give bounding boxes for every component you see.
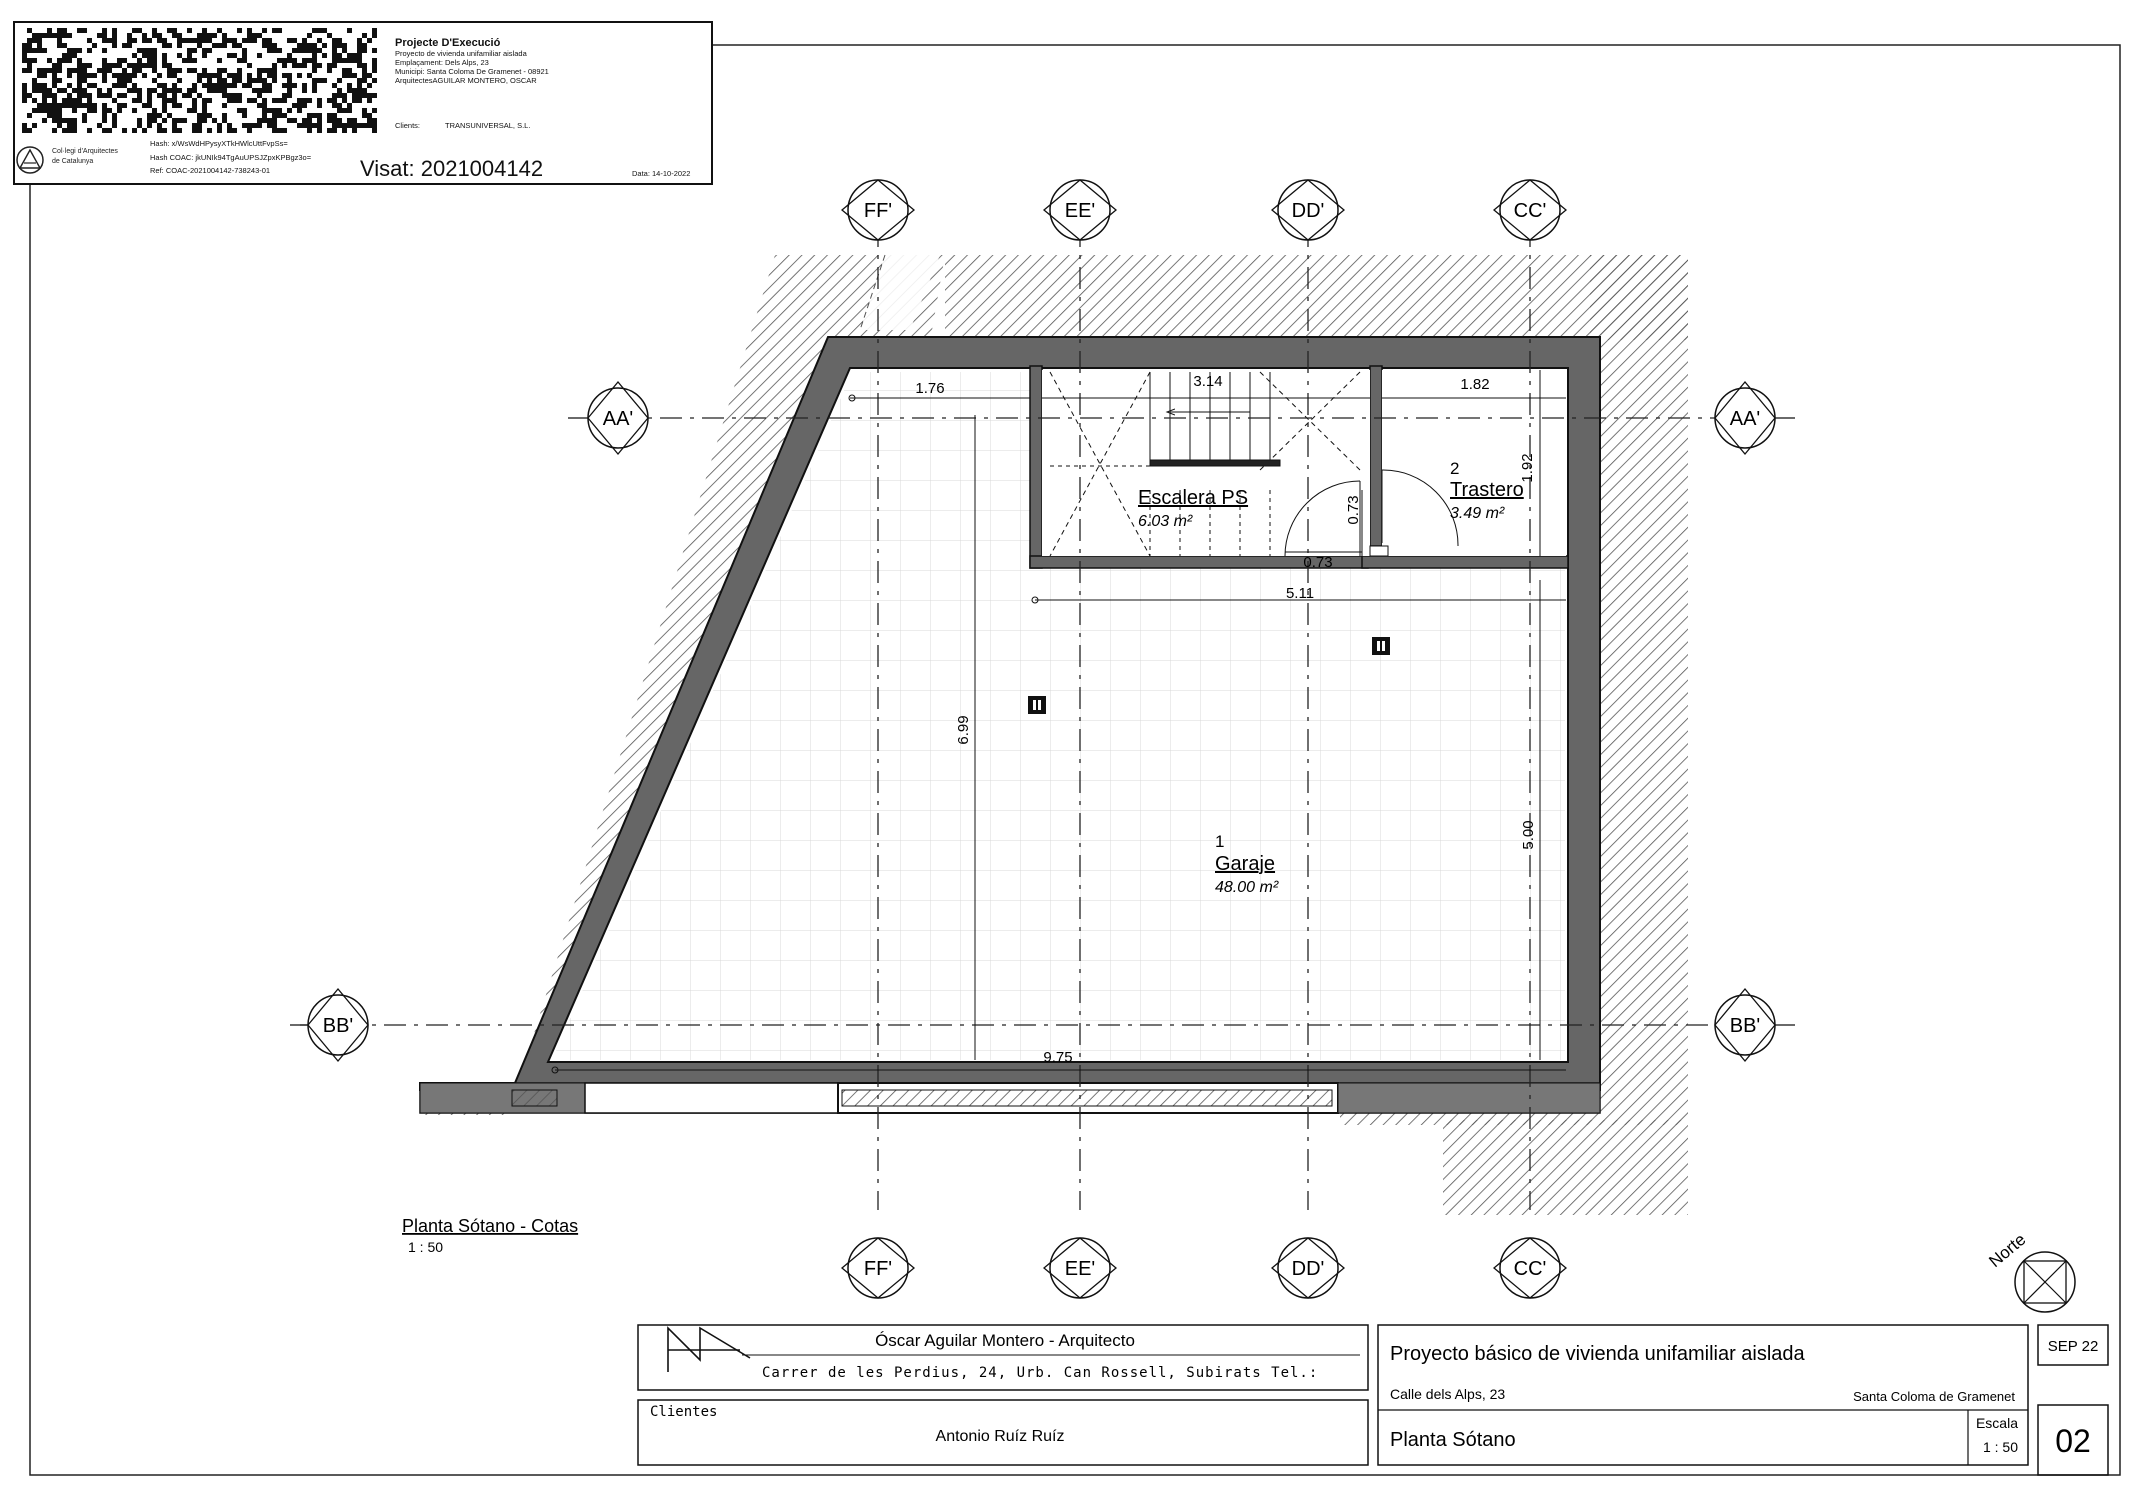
sheet-title: Planta Sótano xyxy=(1390,1429,1516,1451)
svg-text:AA': AA' xyxy=(1729,408,1761,430)
svg-text:EE': EE' xyxy=(1064,1258,1096,1280)
svg-text:Garaje: Garaje xyxy=(1215,853,1276,875)
svg-text:Escalera PS: Escalera PS xyxy=(1138,487,1249,509)
section-marker-right-bb xyxy=(1715,989,1795,1061)
dim-5-11: 5.11 xyxy=(1285,585,1315,602)
svg-text:FF': FF' xyxy=(863,1258,893,1280)
svg-text:48.00 m²: 48.00 m² xyxy=(1215,879,1279,896)
scale-label: Escala xyxy=(1975,1415,2018,1431)
dim-9-75: 9.75 xyxy=(1043,1049,1073,1066)
svg-text:FF': FF' xyxy=(863,200,893,222)
section-marker-right-aa xyxy=(1715,382,1795,454)
stamp-ref: Ref: COAC-2021004142-738243-01 xyxy=(150,166,271,175)
north-arrow-icon xyxy=(2015,1252,2075,1312)
project-date: SEP 22 xyxy=(2047,1338,2099,1355)
svg-text:DD': DD' xyxy=(1291,200,1325,222)
stamp-title: Projecte D'Execució xyxy=(395,37,501,49)
section-marker-bottom-ee xyxy=(1044,1238,1116,1298)
section-marker-left-bb xyxy=(290,989,368,1061)
stamp-hash: Hash: x/WsWdHPysyXTkHWlcUttFvpSs= xyxy=(150,139,288,148)
clients-value: Antonio Ruíz Ruíz xyxy=(935,1428,1065,1445)
stamp-line4: ArquitectesAGUILAR MONTERO, OSCAR xyxy=(395,76,537,85)
visa-stamp xyxy=(14,22,712,184)
section-marker-bottom-dd xyxy=(1272,1238,1344,1298)
stamp-line3: Municipi: Santa Coloma De Gramenet - 08921 xyxy=(395,67,549,76)
svg-text:AA': AA' xyxy=(602,408,634,430)
dim-1-82: 1.82 xyxy=(1460,376,1490,393)
dim-5-00: 5.00 xyxy=(1520,820,1537,850)
plan-scale: 1 : 50 xyxy=(408,1239,444,1255)
dim-3-14: 3.14 xyxy=(1193,373,1223,390)
north-label: Norte xyxy=(1985,1229,2030,1272)
stamp-hash-coac: Hash COAC: jkUNIk94TgAuUPSJZpxKPBgz3o= xyxy=(150,153,312,162)
stamp-clients-value: TRANSUNIVERSAL, S.L. xyxy=(445,121,531,130)
section-marker-top-dd xyxy=(1272,180,1344,240)
stamp-line1: Proyecto de vivienda unifamiliar aislada xyxy=(395,49,527,58)
architect-address: Carrer de les Perdius, 24, Urb. Can Rossell, Subirats Tel.: xyxy=(762,1365,1319,1381)
section-marker-left-aa xyxy=(568,382,648,454)
sheet-number: 02 xyxy=(2055,1423,2091,1459)
visat-number: Visat: 2021004142 xyxy=(360,156,544,181)
project-street: Calle dels Alps, 23 xyxy=(1390,1386,1506,1402)
dim-6-99: 6.99 xyxy=(955,715,972,745)
dim-1-76: 1.76 xyxy=(915,380,945,397)
architect-logo xyxy=(668,1328,750,1372)
project-title: Proyecto básico de vivienda unifamiliar aislada xyxy=(1390,1343,1805,1365)
svg-text:6.03 m²: 6.03 m² xyxy=(1138,513,1193,530)
dim-1-92: 1.92 xyxy=(1519,453,1536,483)
section-marker-top-cc xyxy=(1494,180,1566,240)
scale-value: 1 : 50 xyxy=(1982,1439,2018,1455)
svg-text:BB': BB' xyxy=(322,1015,354,1037)
stamp-org-line1: Col·legi d'Arquitectes xyxy=(52,148,118,155)
svg-text:3.49 m²: 3.49 m² xyxy=(1450,505,1505,522)
floor-drain-icon xyxy=(1028,696,1046,714)
section-marker-bottom-cc xyxy=(1494,1238,1566,1298)
svg-text:BB': BB' xyxy=(1729,1015,1761,1037)
dim-0-73-vertical: 0.73 xyxy=(1345,495,1362,525)
svg-text:Trastero: Trastero xyxy=(1450,479,1524,501)
plan-title: Planta Sótano - Cotas xyxy=(402,1216,579,1236)
architect-name: Óscar Aguilar Montero - Arquitecto xyxy=(875,1331,1135,1350)
project-city: Santa Coloma de Gramenet xyxy=(1853,1389,2015,1404)
floor-drain-icon xyxy=(1372,637,1390,655)
svg-text:2: 2 xyxy=(1450,459,1460,478)
dim-0-73-horizontal: 0.73 xyxy=(1303,554,1333,571)
svg-text:DD': DD' xyxy=(1291,1258,1325,1280)
section-marker-top-ee xyxy=(1044,180,1116,240)
section-marker-bottom-ff xyxy=(842,1238,914,1298)
svg-text:1: 1 xyxy=(1215,832,1225,851)
stamp-line2: Emplaçament: Dels Alps, 23 xyxy=(395,58,489,67)
section-marker-top-ff xyxy=(842,180,914,240)
svg-text:EE': EE' xyxy=(1064,200,1096,222)
stamp-org-line2: de Catalunya xyxy=(52,158,94,165)
clients-label: Clientes xyxy=(650,1404,718,1420)
interior-walls xyxy=(1030,366,1568,568)
svg-text:CC': CC' xyxy=(1513,1258,1547,1280)
stamp-clients-label: Clients: xyxy=(395,121,421,130)
stamp-date: Data: 14-10-2022 xyxy=(632,169,691,178)
svg-text:CC': CC' xyxy=(1513,200,1547,222)
